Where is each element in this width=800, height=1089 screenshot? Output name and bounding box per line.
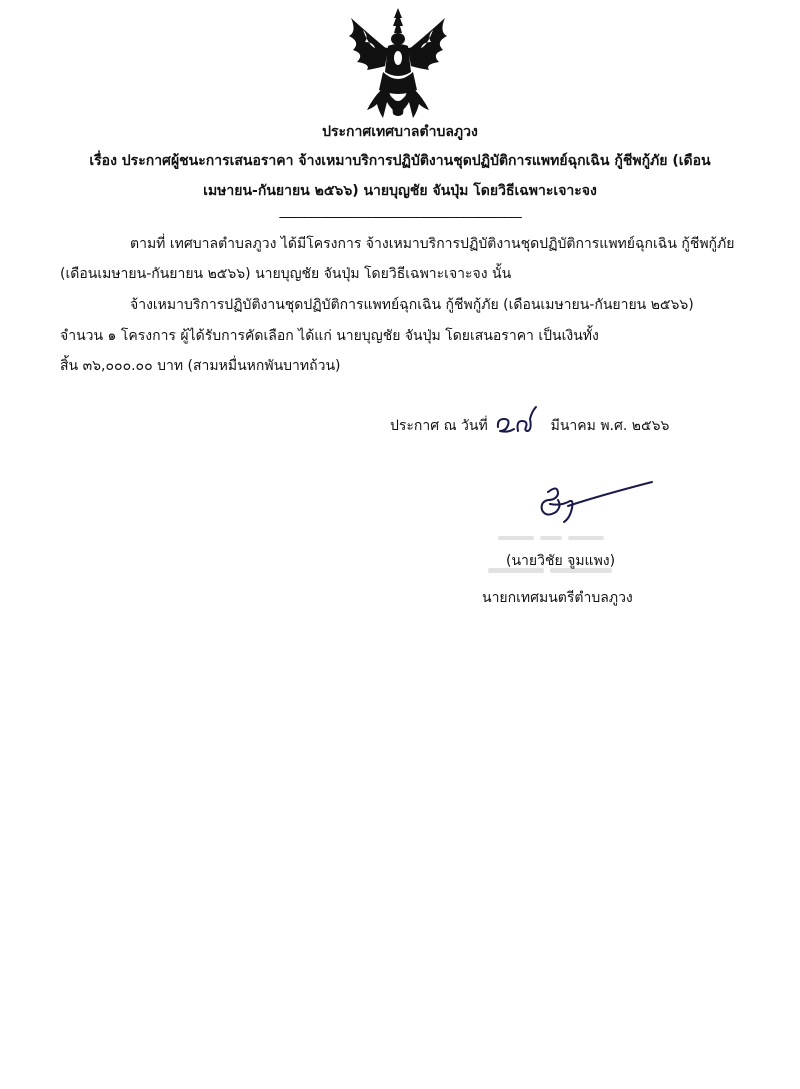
signer-position: นายกเทศมนตรีตำบลภูวง [482,590,633,606]
handwritten-signature-icon [528,478,658,528]
subject-line-2: เมษายน-กันยายน ๒๕๖๖) นายบุญชัย จันปุ่ม โดยวิธีเฉพาะเจาะจง [203,183,597,199]
garuda-emblem-icon [343,6,453,122]
date-prefix: ประกาศ ณ วันที่ [390,418,488,434]
body-paragraph-2-line-3: สิ้น ๓๖,๐๐๐.๐๐ บาท (สามหมื่นหกพันบาทถ้วน) [60,358,341,374]
body-paragraph-2-line-2: จำนวน ๑ โครงการ ผู้ได้รับการคัดเลือก ได้แก่ นายบุญชัย จันปุ่ม โดยเสนอราคา เป็นเงินทั้ง [60,328,599,344]
body-paragraph-1-line-1: ตามที่ เทศบาลตำบลภูวง ได้มีโครงการ จ้างเหมาบริการปฏิบัติงานชุดปฏิบัติการแพทย์ฉุกเฉิน กู้ชีพกู้ภัย [130,236,735,252]
body-paragraph-1-line-2: (เดือนเมษายน-กันยายน ๒๕๖๖) นายบุญชัย จันปุ่ม โดยวิธีเฉพาะเจาะจง นั้น [60,266,512,282]
date-suffix: มีนาคม พ.ศ. ๒๕๖๖ [550,418,670,434]
subject-line-1: เรื่อง ประกาศผู้ชนะการเสนอราคา จ้างเหมาบริการปฏิบัติงานชุดปฏิบัติการแพทย์ฉุกเฉิน กู้ชีพกู้ภัย (เดือน [89,153,711,169]
date-day-slot [492,417,546,435]
announcement-title: ประกาศเทศบาลตำบลภูวง [322,124,478,140]
handwritten-day-icon [494,405,544,435]
signer-name: (นายวิชัย จูมแพง) [506,553,616,569]
announcement-date [390,417,669,435]
body-paragraph-2-line-1: จ้างเหมาบริการปฏิบัติงานชุดปฏิบัติการแพทย์ฉุกเฉิน กู้ชีพกู้ภัย (เดือนเมษายน-กันยายน ๒๕๖๖) [130,297,694,313]
divider: -------------------------------------------------------------------------------- [278,210,522,224]
